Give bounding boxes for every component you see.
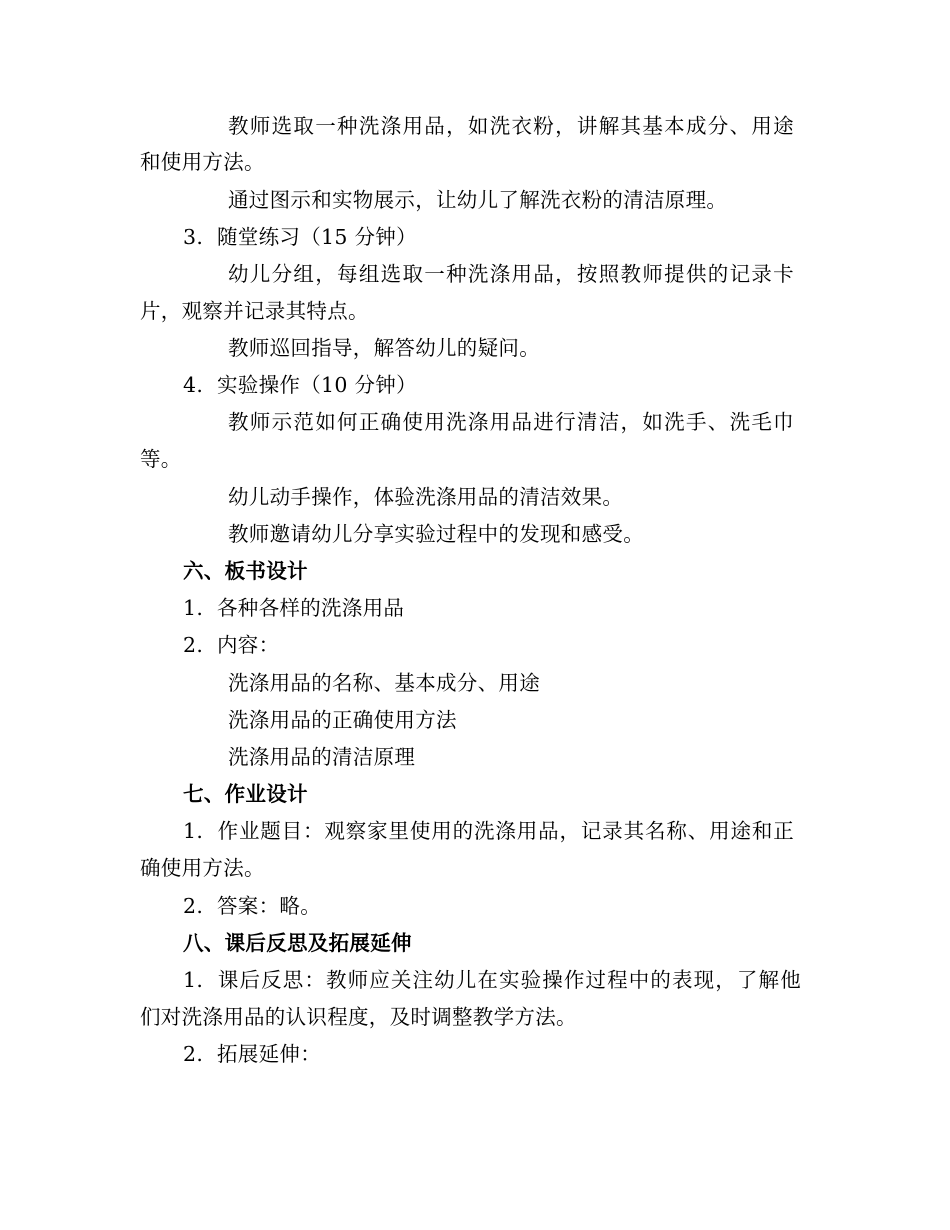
item-number: 2. [183,1042,204,1066]
paragraph-line: 幼儿分组，每组选取一种洗涤用品，按照教师提供的记录卡 [228,262,794,286]
item-number: 1. [183,968,204,992]
paragraph-line: 教师选取一种洗涤用品，如洗衣粉，讲解其基本成分、用途 [228,114,794,138]
numbered-item: 2. 答案：略。 [183,894,321,918]
numbered-item: 2. 拓展延伸： [183,1042,321,1066]
section-heading: 八、课后反思及拓展延伸 [183,931,412,955]
item-number: 4. [183,373,204,397]
numbered-item: 1. 作业题目：观察家里使用的洗涤用品，记录其名称、用途和正 [183,819,794,843]
item-number: 2. [183,894,204,918]
paragraph-line: 教师巡回指导，解答幼儿的疑问。 [228,336,540,360]
paragraph-line: 洗涤用品的清洁原理 [228,745,416,769]
paragraph-line: 们对洗涤用品的认识程度，及时调整教学方法。 [140,1005,577,1029]
item-number: 1. [183,596,204,620]
paragraph-line: 洗涤用品的名称、基本成分、用途 [228,671,540,695]
paragraph-line: 教师邀请幼儿分享实验过程中的发现和感受。 [228,522,644,546]
paragraph-line: 洗涤用品的正确使用方法 [228,708,457,732]
paragraph-line: 等。 [140,447,182,471]
numbered-item: 3. 随堂练习（15 分钟） [183,225,417,249]
numbered-item: 1. 课后反思：教师应关注幼儿在实验操作过程中的表现，了解他 [183,968,801,992]
numbered-item: 2. 内容： [183,633,280,657]
paragraph-line: 和使用方法。 [140,150,265,174]
item-number: 3. [183,225,204,249]
numbered-item: 1. 各种各样的洗涤用品 [183,596,405,620]
paragraph-line: 幼儿动手操作，体验洗涤用品的清洁效果。 [228,485,624,509]
paragraph-line: 片，观察并记录其特点。 [140,299,369,323]
section-heading: 六、板书设计 [183,559,308,583]
numbered-item: 4. 实验操作（10 分钟） [183,373,417,397]
item-number: 1. [183,819,204,843]
paragraph-line: 确使用方法。 [140,856,265,880]
item-number: 2. [183,633,204,657]
paragraph-line: 通过图示和实物展示，让幼儿了解洗衣粉的清洁原理。 [228,188,728,212]
section-heading: 七、作业设计 [183,782,308,806]
paragraph-line: 教师示范如何正确使用洗涤用品进行清洁，如洗手、洗毛巾 [228,410,794,434]
